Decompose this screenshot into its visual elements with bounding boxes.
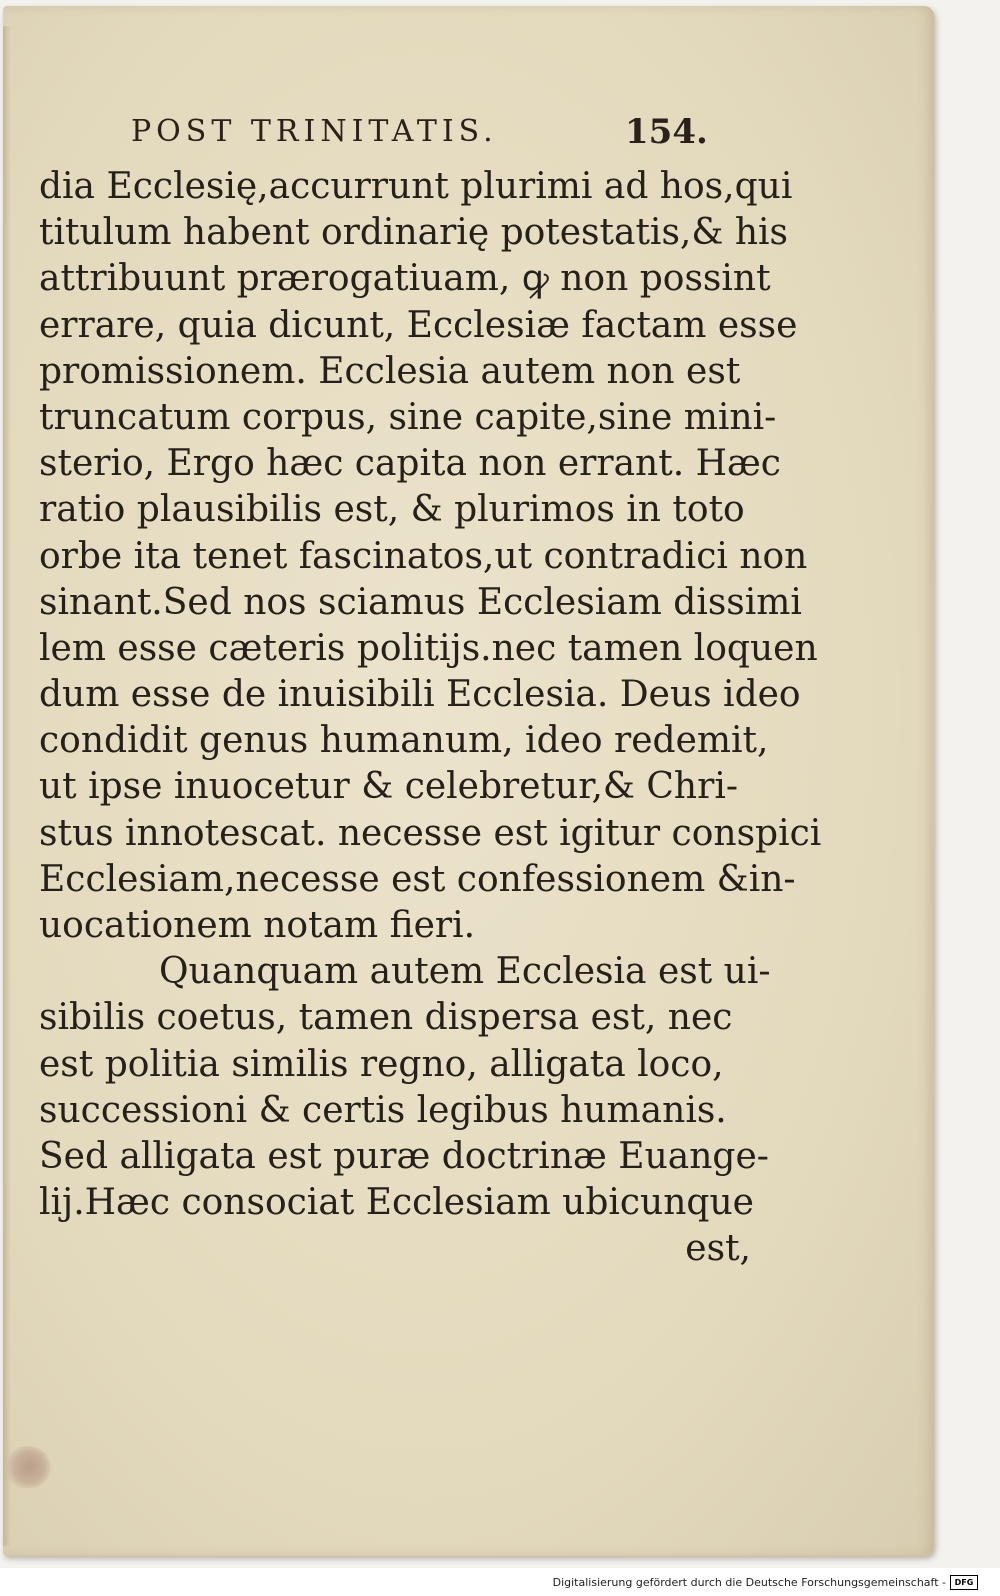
text-line: Sed alligata est puræ doctrinæ Euange- bbox=[39, 1135, 769, 1177]
text-line: uocationem notam fieri. bbox=[39, 905, 476, 946]
text-line: Ecclesiam,necesse est confessionem &in- bbox=[39, 858, 796, 900]
running-title: POST TRINITATIS. bbox=[131, 114, 498, 149]
text-line: sterio, Ergo hæc capita non errant. Hæc bbox=[39, 443, 781, 485]
page-gutter-shadow bbox=[3, 26, 11, 1546]
text-line: attribuunt prærogatiuam, ꝙ non possint bbox=[39, 258, 771, 300]
text-line: orbe ita tenet fascinatos,ut contradici non bbox=[39, 535, 808, 577]
footer-bar bbox=[0, 1568, 1000, 1596]
text-line: dia Ecclesię,accurrunt plurimi ad hos,qui bbox=[39, 166, 793, 207]
text-line: lij.Hæc consociat Ecclesiam ubicunque bbox=[39, 1182, 754, 1224]
text-line: truncatum corpus, sine capite,sine mini- bbox=[39, 396, 777, 438]
text-line: successioni & certis legibus humanis. bbox=[39, 1089, 727, 1131]
text-line: sibilis coetus, tamen dispersa est, nec bbox=[39, 997, 733, 1039]
text-line: sinant.Sed nos sciamus Ecclesiam dissimi bbox=[39, 581, 802, 623]
folio-number: 154. bbox=[625, 112, 708, 152]
dfg-logo: DFG bbox=[950, 1575, 978, 1590]
text-line: errare, quia dicunt, Ecclesiæ factam esse bbox=[39, 304, 798, 346]
text-line: condidit genus humanum, ideo redemit, bbox=[39, 720, 769, 762]
body-text bbox=[39, 164, 822, 1273]
text-line: ut ipse inuocetur & celebretur,& Chri- bbox=[39, 766, 738, 808]
text-line: stus innotescat. necesse est igitur conspici bbox=[39, 812, 822, 854]
paper-stain bbox=[7, 1446, 51, 1488]
text-line: dum esse de inuisibili Ecclesia. Deus ideo bbox=[39, 674, 801, 716]
text-line: ratio plausibilis est, & plurimos in toto bbox=[39, 489, 745, 531]
text-line: lem esse cæteris politijs.nec tamen loquen bbox=[39, 627, 818, 669]
text-line: titulum habent ordinarię potestatis,& his bbox=[39, 212, 789, 254]
running-head bbox=[3, 114, 934, 164]
paragraph-start-line: Quanquam autem Ecclesia est ui- bbox=[159, 951, 771, 993]
text-line: est politia similis regno, alligata loco, bbox=[39, 1043, 724, 1085]
book-page bbox=[3, 6, 934, 1556]
catchword: est, bbox=[685, 1228, 751, 1270]
text-line: promissionem. Ecclesia autem non est bbox=[39, 350, 741, 392]
funding-credit: Digitalisierung gefördert durch die Deutsche Forschungsgemeinschaft - bbox=[552, 1576, 946, 1589]
